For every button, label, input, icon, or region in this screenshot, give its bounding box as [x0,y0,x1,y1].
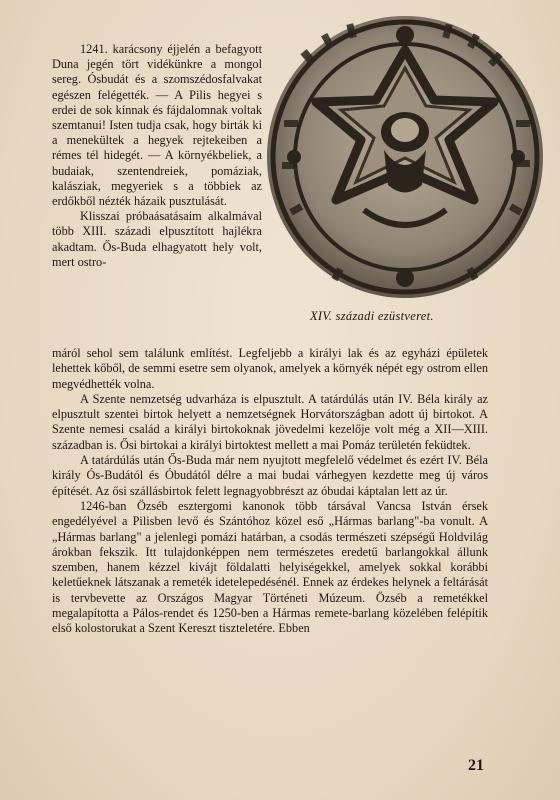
text-column-narrow [52,42,262,270]
figure-caption: XIV. századi ezüstveret. [310,309,434,323]
paragraph: A Szente nemzetség udvarháza is elpusztult. A tatárdúlás után IV. Béla király az elpusztult szentei birtok helyett a nemzetségnek Horvátországban adott új birtokot. A Szente nemesi család a királyi birtokoknak jövedelmi kezelője volt még a XII—XIII. században is. Ősi birtokai a királyi birtoktest mellett a mai Pomáz területén feküdtek. [52,391,488,452]
page-number: 21 [468,757,484,774]
paragraph: máról sehol sem találunk említést. Legfeljebb a királyi lak és az egyházi épületek lehettek kőből, de semmi esetre sem olyanok, amelyek a környék népét egy ostrom ellen megvédhették volna. [52,346,488,391]
paragraph: Klisszai próbaásatásaim alkalmával több XIII. századi elpusztított hajlékra akadtam. Ős-Buda elhagyatott hely volt, mert ostro- [52,209,262,269]
paragraph: A tatárdúlás után Ős-Buda már nem nyujtott megfelelő védelmet és ezért IV. Béla király Ós-Budától és Óbudától délre a mai budai várhegyen kezdette meg új város építését. Az ősi szállásbirtok felett legnagyobbrészt az óbudai káptalan lett az úr. [52,453,488,498]
figure [264,10,546,300]
text-column-wide [52,346,488,637]
paragraph: 1246-ban Özséb esztergomi kanonok több társával Vancsa István érsek engedélyével a Pilisben levő és Szántóhoz közel eső „Hármas barlang"-ba vonult. A „Hármas barlang" a jelenlegi pomázi határban, a csodás természeti szépségű Holdvilág árokban fekszik. Itt tulajdonképpen nem természetes eredetű barlangokkal állunk szemben, hanem kézzel kivájt földalatti helyiségekkel, amelyek sokkal korábbi keletűeknek látszanak a remeték idetelepedésénél. Ennek az érdekes helynek a feltárását is tervbevette az Országos Magyar Történeti Múzeum. Özséb a remetékkel megalapította a Pálos-rendet és 1250-ben a Hármas remete-barlang közelében felépítik első kolostorukat a Szent Kereszt tiszteletére. Ebben [52,498,488,636]
paragraph: 1241. karácsony éjjelén a befagyott Duna jegén tört vidékünkre a mongol sereg. Ósbudát és a szomszédosfalvakat egészen felégették. — A Pilis hegyei s erdei de sok kínnak és fájdalomnak voltak szemtanui! Isten tudja csak, hogy birták ki a menekültek a hegyek rejtekeiben a rémes tél hidegét. — A környékbeliek, a budaiak, szentendreiek, pomáziak, kalásziak, megyeriek s a többiek az erdőkből nézték házaik pusztulását. [52,42,262,209]
medieval-seal-image [264,10,546,300]
